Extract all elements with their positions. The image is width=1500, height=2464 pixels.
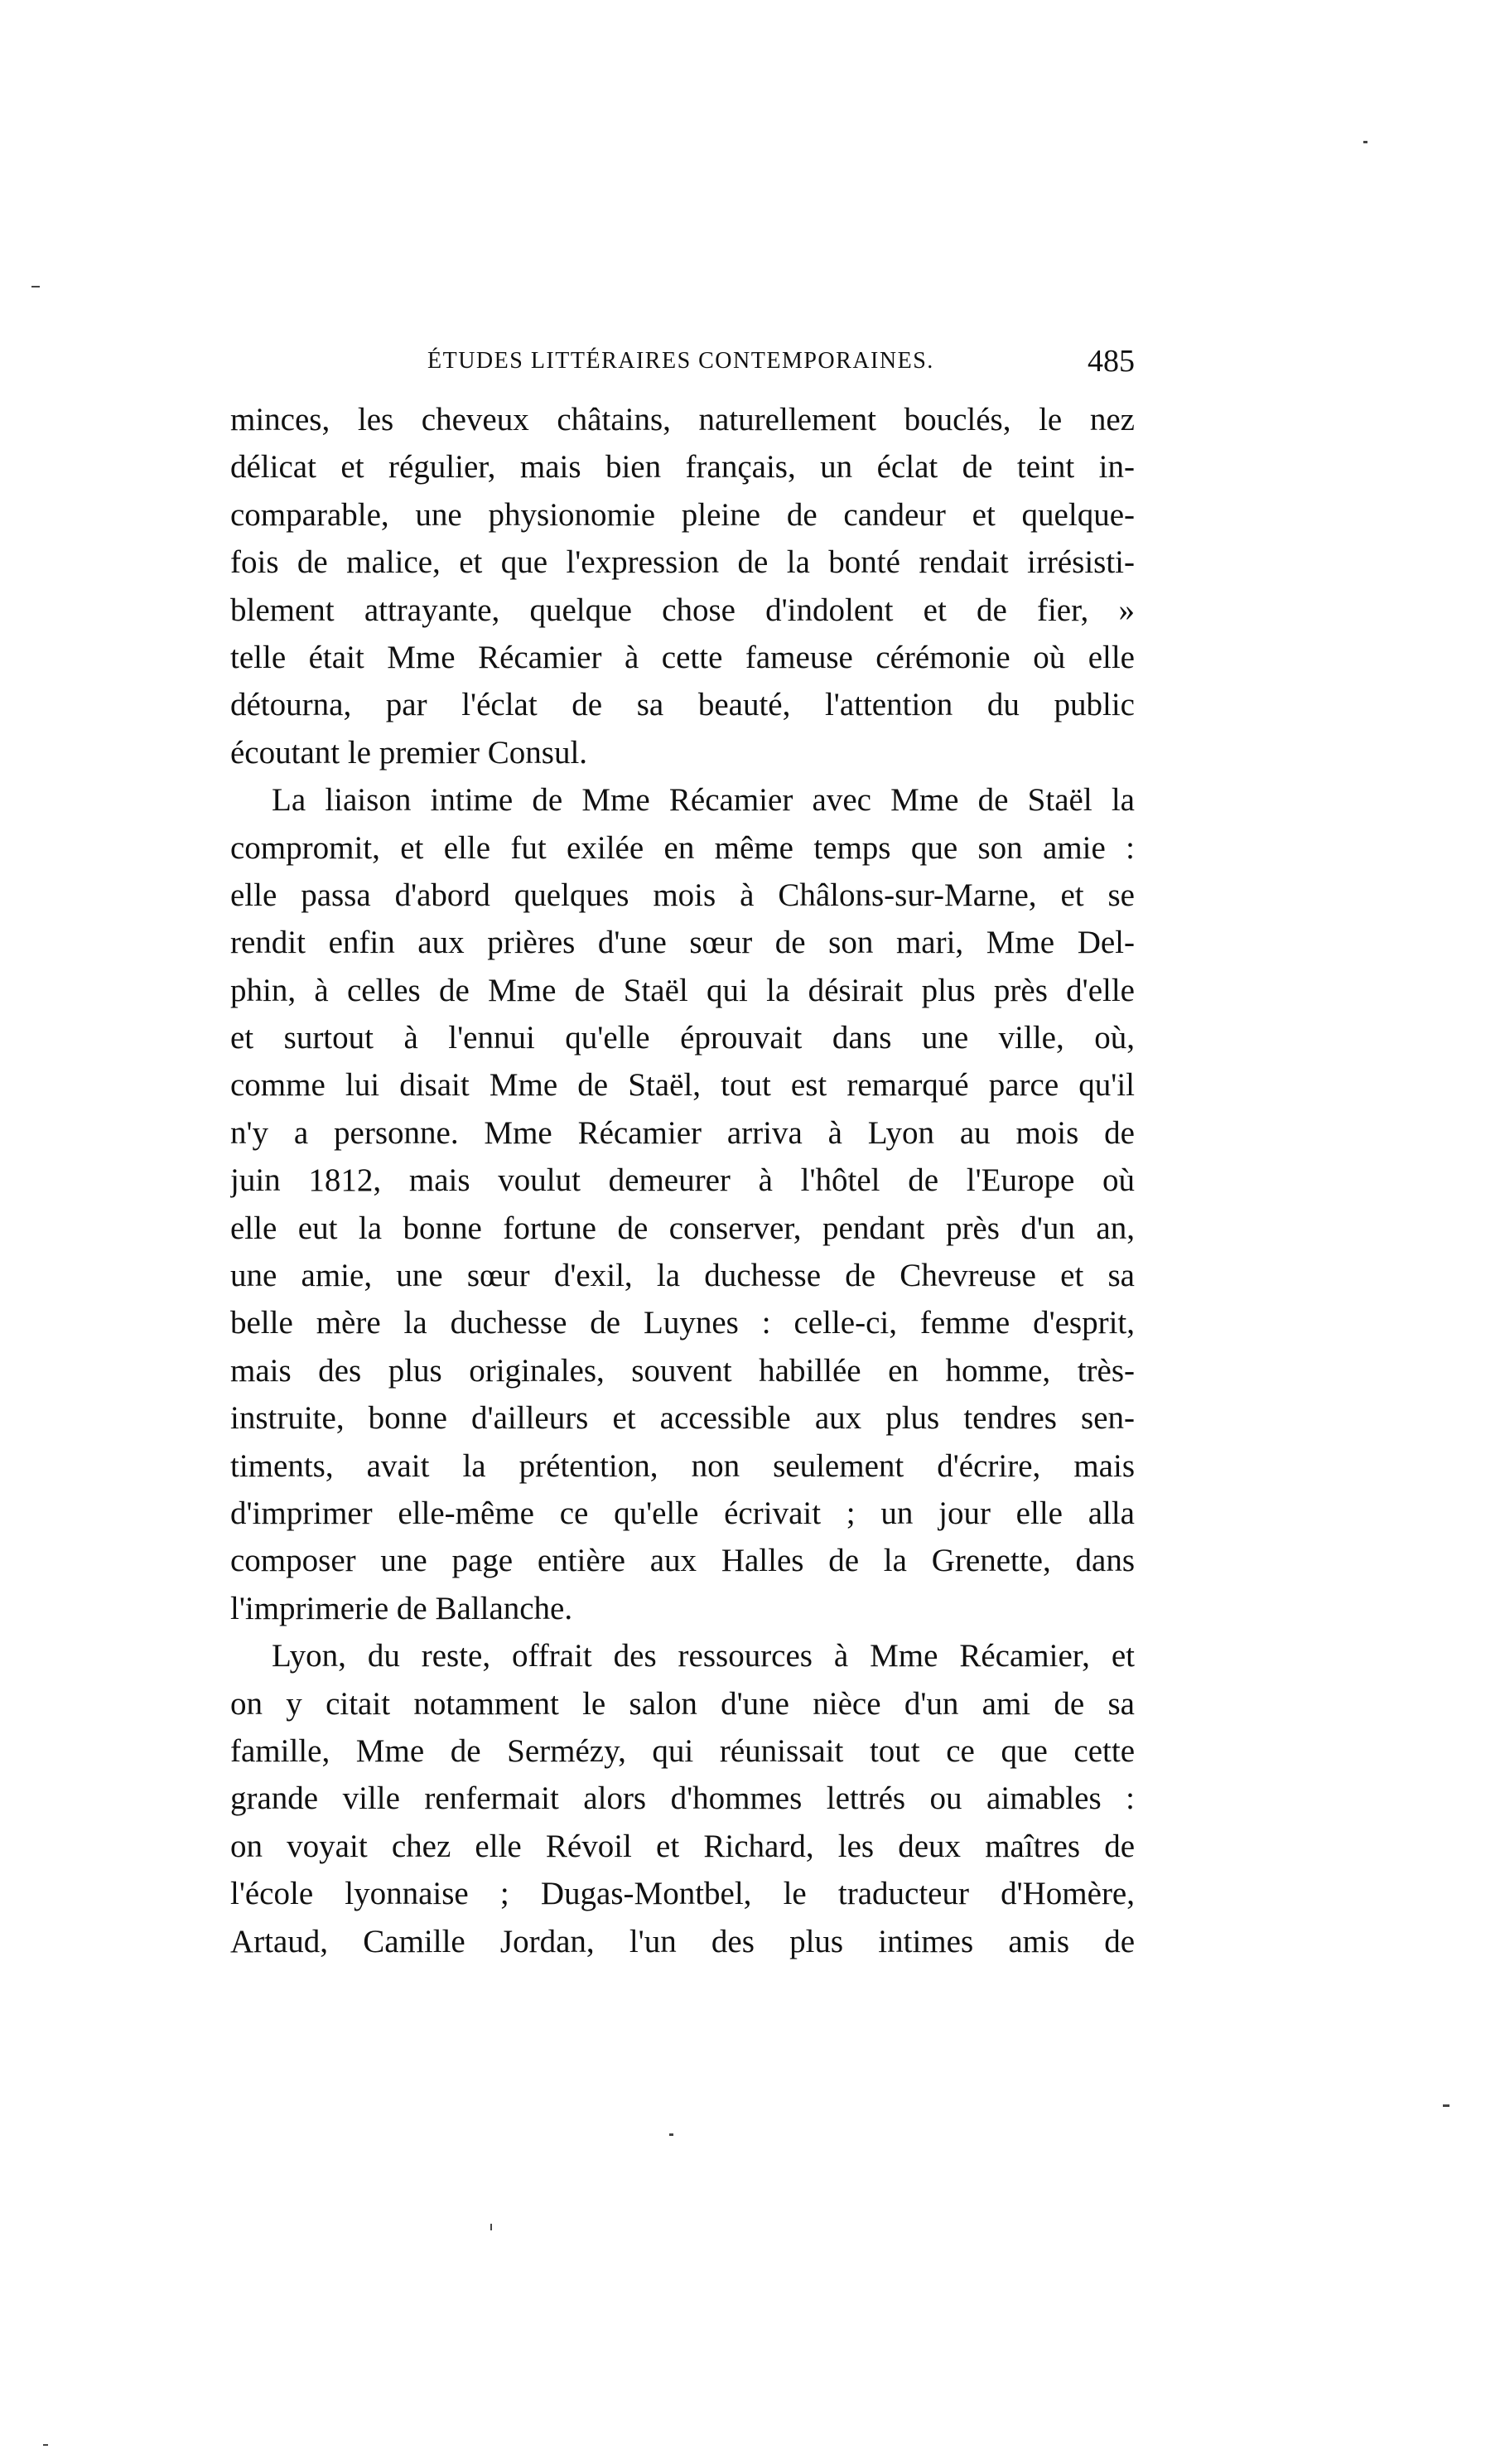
text-line: une amie, une sœur d'exil, la duchesse de Chevreuse et sa: [230, 1258, 1135, 1294]
text-line: elle passa d'abord quelques mois à Châlons-sur-Marne, et se: [230, 877, 1135, 913]
text-line: rendit enfin aux prières d'une sœur de son mari, Mme Del-: [230, 925, 1135, 961]
text-line: famille, Mme de Sermézy, qui réunissait tout ce que cette: [230, 1732, 1135, 1769]
text-line: écoutant le premier Consul.: [230, 734, 588, 771]
scan-speck: [31, 286, 40, 287]
text-line: fois de malice, et que l'expression de la bonté rendait irrésisti-: [230, 544, 1135, 581]
text-line: on voyait chez elle Révoil et Richard, les deux maîtres de: [230, 1828, 1135, 1864]
text-line: juin 1812, mais voulut demeurer à l'hôtel de l'Europe où: [230, 1162, 1135, 1199]
text-line: composer une page entière aux Halles de la Grenette, dans: [230, 1543, 1135, 1579]
text-line: compromit, et elle fut exilée en même temps que son amie :: [230, 829, 1135, 866]
scan-speck: [1363, 141, 1367, 143]
paragraph-start: La liaison intime de Mme Récamier avec Mme de Staël la: [272, 782, 1135, 819]
body-text: [230, 396, 1135, 1965]
scan-speck: [1443, 2104, 1449, 2107]
text-line: belle mère la duchesse de Luynes : celle-ci, femme d'esprit,: [230, 1305, 1135, 1341]
text-line: l'imprimerie de Ballanche.: [230, 1590, 573, 1626]
text-line: phin, à celles de Mme de Staël qui la désirait plus près d'elle: [230, 972, 1135, 1008]
text-line: minces, les cheveux châtains, naturellement bouclés, le nez: [230, 402, 1135, 437]
text-line: telle était Mme Récamier à cette fameuse cérémonie où elle: [230, 639, 1135, 675]
scan-speck: [43, 2444, 48, 2446]
text-line: comme lui disait Mme de Staël, tout est remarqué parce qu'il: [230, 1067, 1135, 1104]
text-line: elle eut la bonne fortune de conserver, pendant près d'un an,: [230, 1210, 1135, 1246]
text-line: grande ville renfermait alors d'hommes lettrés ou aimables :: [230, 1780, 1135, 1817]
text-line: d'imprimer elle-même ce qu'elle écrivait ; un jour elle alla: [230, 1495, 1135, 1531]
running-head: ÉTUDES LITTÉRAIRES CONTEMPORAINES.: [427, 348, 934, 374]
text-line: comparable, une physionomie pleine de candeur et quelque-: [230, 496, 1135, 533]
page-number: 485: [1088, 344, 1135, 379]
paragraph-start: Lyon, du reste, offrait des ressources à Mme Récamier, et: [272, 1638, 1135, 1674]
text-line: on y citait notamment le salon d'une nièce d'un ami de sa: [230, 1685, 1135, 1722]
text-line: n'y a personne. Mme Récamier arriva à Lyon au mois de: [230, 1114, 1135, 1151]
text-line: et surtout à l'ennui qu'elle éprouvait dans une ville, où,: [230, 1020, 1135, 1056]
text-line: blement attrayante, quelque chose d'indolent et de fier, »: [230, 592, 1135, 628]
text-line: timents, avait la prétention, non seulement d'écrire, mais: [230, 1447, 1135, 1484]
text-line: détourna, par l'éclat de sa beauté, l'attention du public: [230, 687, 1135, 723]
text-line: l'école lyonnaise ; Dugas-Montbel, le traducteur d'Homère,: [230, 1876, 1135, 1912]
text-line: délicat et régulier, mais bien français, un éclat de teint in-: [230, 449, 1135, 486]
text-line: mais des plus originales, souvent habillée en homme, très-: [230, 1352, 1135, 1389]
text-line: instruite, bonne d'ailleurs et accessible aux plus tendres sen-: [230, 1400, 1135, 1437]
page-header: [230, 344, 1135, 386]
text-line: Artaud, Camille Jordan, l'un des plus intimes amis de: [230, 1923, 1135, 1959]
scan-speck: [669, 2133, 673, 2136]
scan-speck: [490, 2224, 492, 2230]
